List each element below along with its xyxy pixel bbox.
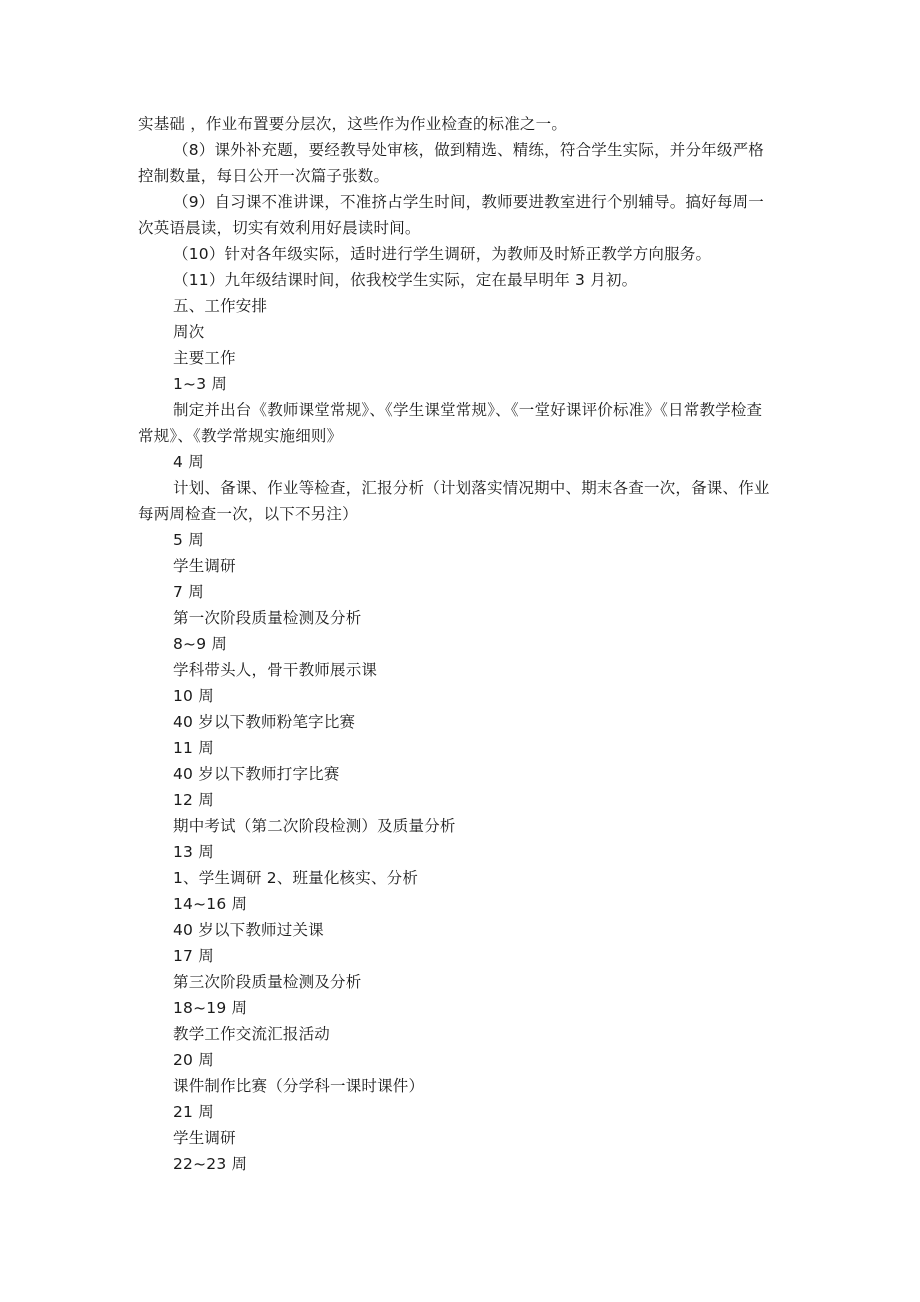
schedule-week: 20 周 <box>173 1051 214 1069</box>
schedule-work: 教学工作交流汇报活动 <box>173 1025 331 1043</box>
text-line: 控制数量，每日公开一次篇子张数。 <box>138 167 390 185</box>
text-line: 实基础 ，作业布置要分层次，这些作为作业检查的标准之一。 <box>138 115 568 133</box>
schedule-work: 1、学生调研 2、班量化核实、分析 <box>173 869 419 887</box>
schedule-work: 课件制作比赛（分学科一课时课件） <box>173 1077 425 1095</box>
schedule-work-continued: 常规》、《教学常规实施细则》 <box>138 427 343 445</box>
schedule-week: 7 周 <box>173 583 204 601</box>
schedule-week: 18~19 周 <box>173 999 248 1017</box>
schedule-work: 40 岁以下教师过关课 <box>173 921 324 939</box>
schedule-work: 第一次阶段质量检测及分析 <box>173 609 362 627</box>
schedule-week: 1~3 周 <box>173 375 228 393</box>
text-line: （10）针对各年级实际，适时进行学生调研，为教师及时矫正教学方向服务。 <box>173 245 712 263</box>
schedule-week: 14~16 周 <box>173 895 248 913</box>
schedule-work: 制定并出台《教师课堂常规》、《学生课堂常规》、《一堂好课评价标准》《日常教学检查 <box>173 401 763 419</box>
schedule-work: 第三次阶段质量检测及分析 <box>173 973 362 991</box>
schedule-week: 22~23 周 <box>173 1155 248 1173</box>
schedule-week: 4 周 <box>173 453 204 471</box>
schedule-week: 11 周 <box>173 739 214 757</box>
schedule-work: 期中考试（第二次阶段检测）及质量分析 <box>173 817 456 835</box>
text-line: （11）九年级结课时间，依我校学生实际，定在最早明年 3 月初。 <box>173 271 638 289</box>
text-line: 次英语晨读，切实有效利用好晨读时间。 <box>138 219 421 237</box>
section-heading: 五、工作安排 <box>173 297 268 315</box>
text-line: （9）自习课不准讲课，不准挤占学生时间，教师要进教室进行个别辅导。搞好每周一 <box>173 193 764 211</box>
schedule-work: 学生调研 <box>173 1129 236 1147</box>
schedule-header-work: 主要工作 <box>173 349 236 367</box>
schedule-week: 21 周 <box>173 1103 214 1121</box>
schedule-work: 学生调研 <box>173 557 236 575</box>
schedule-work-continued: 每两周检查一次，以下不另注） <box>138 505 358 523</box>
schedule-week: 10 周 <box>173 687 214 705</box>
schedule-work: 40 岁以下教师打字比赛 <box>173 765 340 783</box>
schedule-week: 17 周 <box>173 947 214 965</box>
schedule-work: 计划、备课、作业等检查，汇报分析（计划落实情况期中、期末各查一次，备课、作业 <box>173 479 770 497</box>
schedule-week: 12 周 <box>173 791 214 809</box>
schedule-work: 40 岁以下教师粉笔字比赛 <box>173 713 356 731</box>
schedule-week: 13 周 <box>173 843 214 861</box>
text-line: （8）课外补充题，要经教导处审核，做到精选、精练，符合学生实际，并分年级严格 <box>173 141 764 159</box>
schedule-work: 学科带头人，骨干教师展示课 <box>173 661 378 679</box>
schedule-header-week: 周次 <box>173 323 205 341</box>
schedule-week: 8~9 周 <box>173 635 228 653</box>
document-body <box>138 111 784 1177</box>
schedule-week: 5 周 <box>173 531 204 549</box>
